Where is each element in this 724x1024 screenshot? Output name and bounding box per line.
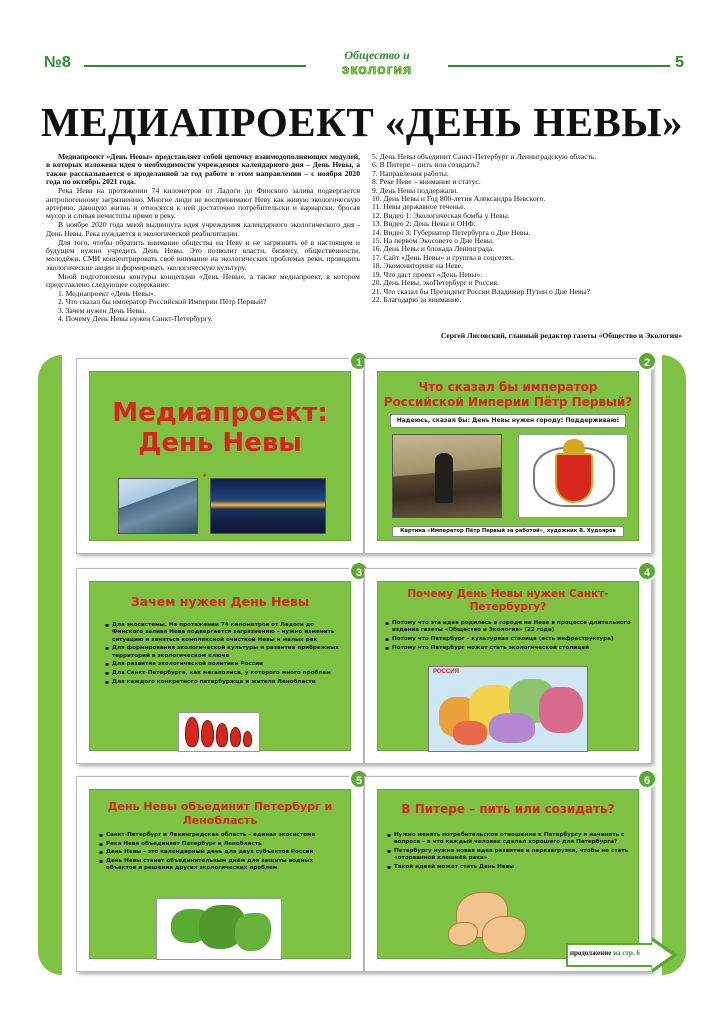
article-paragraph: Река Нева на протяжении 74 километров от Ладоги до Финского залива подвергается антропогенному загрязнению. Многие люди не воспринимают Неву как живую экологическую артерию, дающую жизнь и относятся к ней достаточно потребительски и варварски, бросая мусор и сливая нечистоты прямо в реку. <box>46 186 360 221</box>
list-item: 4. Почему День Невы нужен Санкт-Петербургу. <box>58 314 213 324</box>
list-item: 16. День Невы и блокада Ленинграда. <box>372 244 495 254</box>
matryoshka-icon <box>185 717 199 747</box>
matryoshka-icon <box>230 727 241 747</box>
slide-1 <box>76 358 364 554</box>
slide-panel <box>377 789 639 959</box>
list-item: 5. День Невы объединит Санкт-Петербург и Ленинградскую область. <box>372 152 597 161</box>
list-item: 20. День Невы, экоПетербург и Россия. <box>372 278 499 288</box>
page-header <box>0 48 724 80</box>
slide-panel <box>89 789 351 959</box>
list-item: 18. Экомониторинг на Неве. <box>372 261 464 271</box>
list-item: 15. На первом Экосовете о Дне Невы. <box>372 236 494 246</box>
green-frame-left <box>38 355 62 975</box>
slide-panel <box>377 371 639 541</box>
header-rule-right <box>448 65 670 67</box>
list-item: 12. Видео 1: Экологическая бомба у Невы. <box>372 210 510 220</box>
bullet-item: ▪ Потому что эта идея родилась в городе на Неве в процессе длительного издания газеты «Общество и Экология» (22 года) <box>384 620 632 635</box>
slide-panel <box>377 581 639 751</box>
page-number: 5 <box>675 54 684 71</box>
bullet-item: ▪ Потому что Петербург может стать экологической столицей <box>384 645 632 652</box>
neva-night-photo <box>210 478 326 534</box>
list-item: 3. Зачем нужен День Невы. <box>58 305 147 315</box>
continuation-link[interactable]: на стр. 6 <box>613 949 640 957</box>
list-item: 11. Невы державное теченье. <box>372 202 466 212</box>
slide-title: В Питере – пить или созидать? <box>401 802 615 816</box>
slide-title: Почему День Невы нужен Санкт-Петербургу? <box>407 588 609 613</box>
slide-3 <box>76 568 364 764</box>
slide-bullets <box>98 832 342 874</box>
bullet-item: ▪ Для Санкт-Петербурга, как мегаполиса, у которого много проблем <box>104 670 340 677</box>
list-item: 2. Что сказал бы император Российской Империи Пётр Первый? <box>58 297 267 307</box>
continuation-prefix: продолжение <box>570 949 614 957</box>
matryoshka-icon <box>243 731 252 747</box>
list-item: 14. Видео 3: Губернатор Петербурга о Дне Невы. <box>372 227 531 237</box>
article-paragraph: В ноябре 2020 года мной выдвинута идея учреждения календарного экологического дня - День Невы. Река нуждается в экологической реабилитации. <box>46 220 360 238</box>
star-icon: * <box>202 472 207 482</box>
green-frame-right <box>662 355 686 975</box>
bullet-item: ▪ Для формирования экологической культуры и развития прибрежных территорий в экологическом ключе <box>104 645 340 660</box>
list-item: 6. В Питере – пить или созидать? <box>372 160 480 170</box>
continuation-arrow[interactable] <box>566 937 680 973</box>
bullet-item: ▪ Потому что Петербург – культурная столица (есть инфраструктура) <box>384 636 632 643</box>
slide-title: Зачем нужен День Невы <box>130 594 310 609</box>
slide-number-badge: 6 <box>637 769 657 789</box>
contents-list-left <box>46 290 360 324</box>
slide-quote: Надеюсь, сказал бы: День Невы нужен городу! Поддерживаю! <box>390 414 626 428</box>
peter-the-great-painting <box>392 434 502 518</box>
list-item: 22. Благодарю за внимание. <box>372 294 462 304</box>
russia-map <box>428 666 588 752</box>
slide-bullets <box>386 832 630 873</box>
brand-top: Общество и <box>344 48 410 62</box>
article-column-left <box>46 153 360 324</box>
slide-2 <box>364 358 652 554</box>
list-item: 10. День Невы и Год 800-летия Александра Невского. <box>372 194 546 204</box>
list-item: 8. Реке Неве – внимание и статус. <box>372 177 481 187</box>
slide-title: Что сказал бы император Российской Империи Пётр Первый? <box>383 380 633 409</box>
list-item: 13. Видео 2: День Невы и ОНФ. <box>372 219 476 229</box>
continuation-text <box>570 949 640 957</box>
bullet-item: ▪ Такой идеей может стать День Невы <box>386 864 630 871</box>
article-lead: Медиапроект «День Невы» представляет собой цепочку взаимодополняющих модулей, в которых изложена идея о необходимости учреждения календарного дня – День Невы, а также рассказывается о проделанной за год работе в этом направлении – с ноября 2020 года по октябрь 2021 года. <box>46 152 360 187</box>
slide-bullets <box>104 622 340 687</box>
slide-panel <box>89 581 351 751</box>
header-rule-left <box>84 65 306 67</box>
neva-aerial-photo <box>118 478 198 534</box>
bullet-item: ▪ Нужно менять потребительское отношение к Петербургу и начинать с вопроса – а что каждый человек сделал хорошего для Петербурга? <box>386 832 630 847</box>
slide-panel <box>89 371 351 541</box>
bullet-item: ▪ Для экосистемы. На протяжении 74 километров от Ладоги до Финского залива Нева подвергается загрязнению – нужно изменить ситуацию и заняться комплексной очисткой Невы и малых рек <box>104 622 340 644</box>
list-item: 19. Что даст проект «День Невы». <box>372 269 483 279</box>
bullet-item: ▪ День Невы – это календарный день для двух субъектов России <box>98 849 342 856</box>
slide-number-badge: 5 <box>349 769 369 789</box>
painting-caption: Картина «Император Пётр Первый за работой», художник В. Худояров <box>392 526 624 537</box>
slide-number-badge: 3 <box>349 561 369 581</box>
matryoshka-image <box>178 712 260 752</box>
bullet-item: ▪ День Невы станет объединительным днём для защиты водных объектов и решения других экологических проблем <box>98 858 342 873</box>
matryoshka-icon <box>216 723 228 747</box>
slide-bullets <box>384 620 632 653</box>
shield-icon <box>555 453 593 503</box>
brand-bottom: экология <box>341 61 413 77</box>
slide-title: День Невы объединит Петербург и Ленобласть <box>107 800 333 827</box>
slide-number-badge: 4 <box>637 561 657 581</box>
crown-icon <box>563 439 585 453</box>
bullet-item: ▪ Санкт-Петербург и Ленинградская область – единая экосистема <box>98 832 342 839</box>
leningrad-region-map <box>156 898 282 960</box>
matryoshka-icon <box>201 720 214 747</box>
saint-petersburg-map <box>442 886 538 956</box>
list-item: 1. Медиапроект «День Невы». <box>58 289 156 298</box>
slide-5 <box>76 776 364 972</box>
list-item: 9. День Невы поддержали. <box>372 185 459 195</box>
slide-number-badge: 1 <box>349 351 369 371</box>
slide-4 <box>364 568 652 764</box>
article-column-right <box>372 153 682 304</box>
slide-title: Медиапроект: День Невы <box>112 398 328 458</box>
bullet-item: ▪ Петербургу нужна новая идея развития и перезагрузка, чтобы не стать «оторванной клешнёй рака». <box>386 848 630 863</box>
issue-number: №8 <box>44 54 71 71</box>
bullet-item: ▪ Река Нева объединяет Петербург и Ленобласть <box>98 841 342 848</box>
list-item: 17. Сайт «День Невы» и группы в соцсетях. <box>372 252 514 262</box>
coat-of-arms-image <box>518 434 628 518</box>
author-signature: Сергей Лисовский, главный редактор газеты «Общество и Экология» <box>440 331 682 340</box>
article-paragraph: Мной подготовлены контуры концепции «День Невы», а также медиапроект, в котором представлено следующее содержание: <box>46 271 360 290</box>
map-label: РОССИЯ <box>433 669 459 675</box>
slide-number-badge: 2 <box>637 351 657 371</box>
page-title: МЕДИАПРОЕКТ «ДЕНЬ НЕВЫ» <box>40 99 684 145</box>
list-item: 7. Направления работы. <box>372 168 449 178</box>
bullet-item: ▪ Для развития экологической политики России <box>104 661 340 668</box>
article-paragraph: Для того, чтобы обратить внимание общества на Неву и не загрязнять её в настоящем и будущем нужно учредить День Невы. Это позволит власти, бизнесу, общественности, молодёжи, СМИ концентрировать своё внимание на экологических проблемах реки, проводить экологические акции и формировать экологическую культуру. <box>46 237 360 272</box>
list-item: 21. Что сказал бы Президент России Владимир Путин о Дне Невы? <box>372 286 591 296</box>
bullet-item: ▪ Для каждого конкретного петербуржца и жителя Ленобласти <box>104 679 340 686</box>
contents-list-right <box>372 153 682 304</box>
